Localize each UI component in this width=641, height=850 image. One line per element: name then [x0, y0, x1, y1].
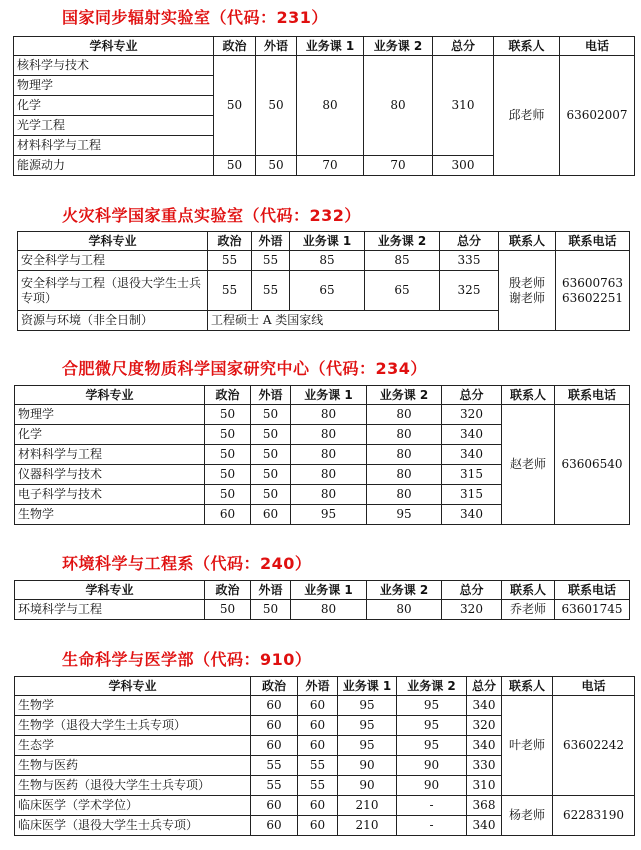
contact-cell: 叶老师	[502, 696, 553, 796]
total-cell: 330	[467, 756, 502, 776]
header-foreign: 外语	[256, 37, 297, 56]
politics-cell: 60	[251, 736, 298, 756]
total-cell: 310	[467, 776, 502, 796]
contact-cell: 杨老师	[502, 796, 553, 836]
major-cell: 仪器科学与技术	[15, 465, 205, 485]
politics-cell: 50	[205, 445, 251, 465]
course1-cell: 80	[297, 56, 364, 156]
header-total: 总分	[442, 581, 502, 600]
course2-cell: 70	[364, 156, 433, 176]
foreign-cell: 50	[251, 485, 291, 505]
phone-cell: 62283190	[553, 796, 635, 836]
politics-cell: 50	[205, 465, 251, 485]
politics-cell: 60	[251, 696, 298, 716]
politics-cell: 50	[205, 485, 251, 505]
phone-cell: 63602242	[553, 696, 635, 796]
total-cell: 340	[467, 696, 502, 716]
phone-cell	[556, 251, 630, 331]
header-politics: 政治	[251, 677, 298, 696]
header-foreign: 外语	[298, 677, 338, 696]
header-contact: 联系人	[502, 677, 553, 696]
header-contact: 联系人	[494, 37, 560, 56]
foreign-cell: 60	[251, 505, 291, 525]
contact-name: 谢老师	[508, 290, 545, 305]
course2-cell: 90	[397, 756, 467, 776]
header-total: 总分	[433, 37, 494, 56]
header-politics: 政治	[214, 37, 256, 56]
politics-cell: 55	[208, 251, 252, 271]
major-cell: 生态学	[15, 736, 251, 756]
header-major: 学科专业	[15, 581, 205, 600]
major-cell: 生物与医药（退役大学生士兵专项）	[15, 776, 251, 796]
foreign-cell: 50	[251, 600, 291, 620]
major-cell: 生物学（退役大学生士兵专项）	[15, 716, 251, 736]
course2-cell: 80	[367, 465, 442, 485]
total-cell: 340	[467, 816, 502, 836]
score-table-231	[13, 36, 635, 176]
total-cell: 320	[467, 716, 502, 736]
major-cell: 能源动力	[14, 156, 214, 176]
total-cell: 340	[467, 736, 502, 756]
header-course2: 业务课 2	[367, 386, 442, 405]
foreign-cell: 55	[298, 776, 338, 796]
header-course2: 业务课 2	[364, 37, 433, 56]
course2-cell: 80	[367, 425, 442, 445]
section-title-232: 火灾科学国家重点实验室（代码：232）	[62, 206, 361, 225]
score-table-234	[14, 385, 630, 525]
politics-cell: 50	[214, 156, 256, 176]
course1-cell: 95	[338, 716, 397, 736]
politics-cell: 50	[205, 600, 251, 620]
foreign-cell: 50	[251, 445, 291, 465]
major-cell: 临床医学（学术学位）	[15, 796, 251, 816]
foreign-cell: 50	[256, 156, 297, 176]
header-course1: 业务课 1	[291, 581, 367, 600]
foreign-cell: 60	[298, 696, 338, 716]
header-course2: 业务课 2	[397, 677, 467, 696]
section-title-910: 生命科学与医学部（代码：910）	[62, 650, 312, 669]
total-cell: 368	[467, 796, 502, 816]
foreign-cell: 55	[298, 756, 338, 776]
course1-cell: 80	[291, 445, 367, 465]
course1-cell: 95	[291, 505, 367, 525]
header-contact: 联系人	[502, 386, 555, 405]
score-table-232	[17, 231, 630, 331]
foreign-cell: 60	[298, 796, 338, 816]
section-title-231: 国家同步辐射实验室（代码：231）	[62, 8, 328, 27]
politics-cell: 60	[251, 816, 298, 836]
major-cell: 化学	[15, 425, 205, 445]
contact-cell: 乔老师	[502, 600, 555, 620]
foreign-cell: 50	[251, 405, 291, 425]
total-cell: 320	[442, 600, 502, 620]
total-cell: 315	[442, 485, 502, 505]
major-cell: 生物学	[15, 696, 251, 716]
major-cell: 电子科学与技术	[15, 485, 205, 505]
major-cell: 资源与环境（非全日制）	[18, 311, 208, 331]
total-cell: 300	[433, 156, 494, 176]
phone-cell: 63606540	[555, 405, 630, 525]
header-phone: 联系电话	[555, 581, 630, 600]
header-politics: 政治	[205, 386, 251, 405]
course2-cell: -	[397, 816, 467, 836]
course2-cell: 80	[367, 600, 442, 620]
course1-cell: 210	[338, 796, 397, 816]
total-cell: 320	[442, 405, 502, 425]
header-total: 总分	[442, 386, 502, 405]
major-cell: 环境科学与工程	[15, 600, 205, 620]
major-cell: 安全科学与工程	[18, 251, 208, 271]
politics-cell: 55	[251, 756, 298, 776]
header-total: 总分	[440, 232, 499, 251]
course1-cell: 85	[290, 251, 365, 271]
major-cell: 生物与医药	[15, 756, 251, 776]
course1-cell: 80	[291, 405, 367, 425]
score-table-240	[14, 580, 630, 620]
contact-cell	[499, 251, 556, 331]
major-cell: 物理学	[15, 405, 205, 425]
header-foreign: 外语	[252, 232, 290, 251]
politics-cell: 60	[205, 505, 251, 525]
header-major: 学科专业	[18, 232, 208, 251]
header-major: 学科专业	[15, 677, 251, 696]
politics-cell: 60	[251, 716, 298, 736]
course2-cell: 85	[365, 251, 440, 271]
header-politics: 政治	[208, 232, 252, 251]
header-course1: 业务课 1	[338, 677, 397, 696]
header-course1: 业务课 1	[297, 37, 364, 56]
major-cell: 生物学	[15, 505, 205, 525]
major-cell: 化学	[14, 96, 214, 116]
course2-cell: 95	[397, 696, 467, 716]
section-title-234: 合肥微尺度物质科学国家研究中心（代码：234）	[62, 359, 427, 378]
foreign-cell: 60	[298, 816, 338, 836]
total-cell: 340	[442, 425, 502, 445]
header-course2: 业务课 2	[365, 232, 440, 251]
course1-cell: 80	[291, 425, 367, 445]
course2-cell: 80	[367, 485, 442, 505]
course1-cell: 70	[297, 156, 364, 176]
header-contact: 联系人	[499, 232, 556, 251]
course1-cell: 80	[291, 600, 367, 620]
major-cell: 安全科学与工程（退役大学生士兵专项）	[18, 271, 208, 311]
header-politics: 政治	[205, 581, 251, 600]
major-cell: 物理学	[14, 76, 214, 96]
major-cell: 材料科学与工程	[14, 136, 214, 156]
total-cell: 310	[433, 56, 494, 156]
header-phone: 电话	[560, 37, 635, 56]
foreign-cell: 55	[252, 251, 290, 271]
phone-cell: 63601745	[555, 600, 630, 620]
phone-number: 63600763	[561, 275, 624, 290]
foreign-cell: 60	[298, 736, 338, 756]
major-cell: 材料科学与工程	[15, 445, 205, 465]
phone-cell: 63602007	[560, 56, 635, 176]
header-major: 学科专业	[15, 386, 205, 405]
politics-cell: 50	[214, 56, 256, 156]
foreign-cell: 50	[251, 425, 291, 445]
foreign-cell: 55	[252, 271, 290, 311]
header-major: 学科专业	[14, 37, 214, 56]
header-phone: 联系电话	[556, 232, 630, 251]
course2-cell: 80	[367, 445, 442, 465]
course1-cell: 80	[291, 465, 367, 485]
course2-cell: 80	[364, 56, 433, 156]
national-line-note: 工程硕士 A 类国家线	[208, 311, 499, 331]
course2-cell: 65	[365, 271, 440, 311]
foreign-cell: 50	[256, 56, 297, 156]
course1-cell: 90	[338, 756, 397, 776]
course1-cell: 210	[338, 816, 397, 836]
total-cell: 340	[442, 445, 502, 465]
contact-name: 殷老师	[508, 275, 545, 290]
header-course1: 业务课 1	[290, 232, 365, 251]
course2-cell: 95	[397, 736, 467, 756]
foreign-cell: 60	[298, 716, 338, 736]
politics-cell: 50	[205, 425, 251, 445]
course2-cell: 95	[367, 505, 442, 525]
header-contact: 联系人	[502, 581, 555, 600]
total-cell: 315	[442, 465, 502, 485]
major-cell: 光学工程	[14, 116, 214, 136]
course1-cell: 95	[338, 696, 397, 716]
politics-cell: 55	[208, 271, 252, 311]
header-course1: 业务课 1	[291, 386, 367, 405]
contact-cell: 邱老师	[494, 56, 560, 176]
header-total: 总分	[467, 677, 502, 696]
header-foreign: 外语	[251, 386, 291, 405]
course1-cell: 95	[338, 736, 397, 756]
politics-cell: 55	[251, 776, 298, 796]
major-cell: 核科学与技术	[14, 56, 214, 76]
score-table-910	[14, 676, 635, 836]
section-title-240: 环境科学与工程系（代码：240）	[62, 554, 312, 573]
header-course2: 业务课 2	[367, 581, 442, 600]
foreign-cell: 50	[251, 465, 291, 485]
course2-cell: 80	[367, 405, 442, 425]
phone-number: 63602251	[561, 290, 624, 305]
course2-cell: -	[397, 796, 467, 816]
course1-cell: 65	[290, 271, 365, 311]
major-cell: 临床医学（退役大学生士兵专项）	[15, 816, 251, 836]
course1-cell: 80	[291, 485, 367, 505]
total-cell: 335	[440, 251, 499, 271]
total-cell: 340	[442, 505, 502, 525]
course1-cell: 90	[338, 776, 397, 796]
politics-cell: 50	[205, 405, 251, 425]
total-cell: 325	[440, 271, 499, 311]
header-phone: 联系电话	[555, 386, 630, 405]
course2-cell: 95	[397, 716, 467, 736]
header-phone: 电话	[553, 677, 635, 696]
politics-cell: 60	[251, 796, 298, 816]
course2-cell: 90	[397, 776, 467, 796]
header-foreign: 外语	[251, 581, 291, 600]
contact-cell: 赵老师	[502, 405, 555, 525]
